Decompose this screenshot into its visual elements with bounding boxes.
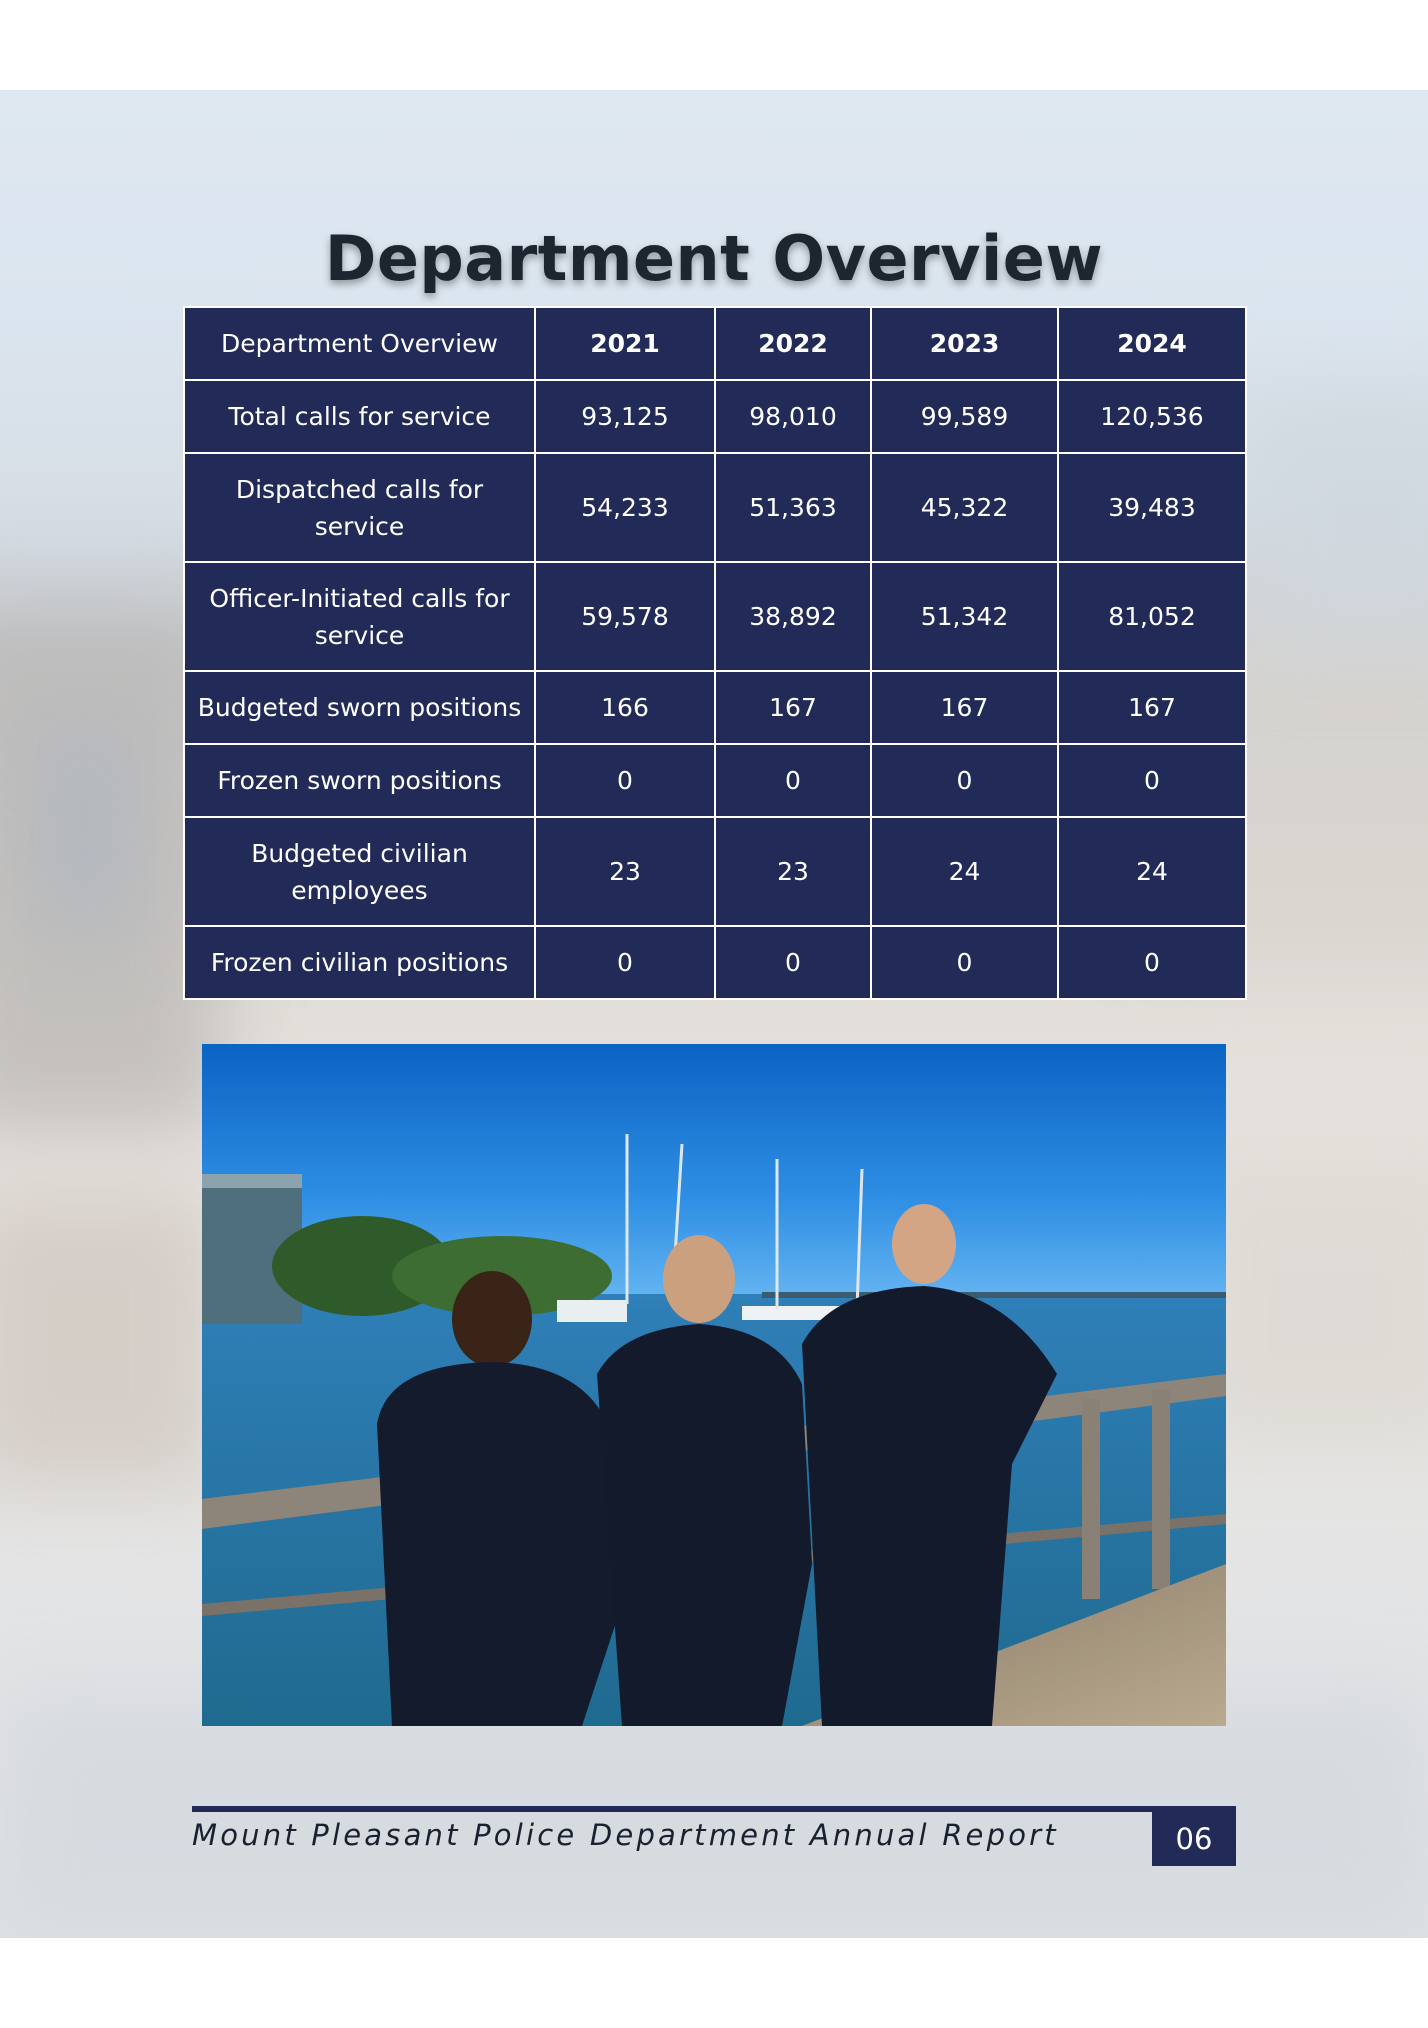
table-cell: 0 bbox=[715, 926, 871, 999]
table-cell: 98,010 bbox=[715, 380, 871, 453]
header-year-2022: 2022 bbox=[715, 307, 871, 380]
officer-head bbox=[663, 1235, 735, 1323]
header-year-2021: 2021 bbox=[535, 307, 715, 380]
table-cell: 0 bbox=[871, 744, 1058, 817]
table-cell: 24 bbox=[871, 817, 1058, 926]
table-cell: 120,536 bbox=[1058, 380, 1246, 453]
table-cell: 167 bbox=[1058, 671, 1246, 744]
table-cell: 0 bbox=[535, 926, 715, 999]
table-cell: 24 bbox=[1058, 817, 1246, 926]
row-label: Frozen sworn positions bbox=[184, 744, 535, 817]
table-row bbox=[184, 453, 1246, 562]
page-title: Department Overview bbox=[324, 222, 1104, 295]
row-label: Officer-Initiated calls for service bbox=[184, 562, 535, 671]
officer-head bbox=[452, 1271, 532, 1367]
table-cell: 99,589 bbox=[871, 380, 1058, 453]
table-row bbox=[184, 671, 1246, 744]
officer-head bbox=[892, 1204, 956, 1284]
table-cell: 23 bbox=[715, 817, 871, 926]
railing-post bbox=[1082, 1399, 1100, 1599]
table-row bbox=[184, 926, 1246, 999]
table-cell: 38,892 bbox=[715, 562, 871, 671]
table-cell: 39,483 bbox=[1058, 453, 1246, 562]
footer-rule bbox=[192, 1806, 1236, 1812]
table-cell: 51,363 bbox=[715, 453, 871, 562]
table-row bbox=[184, 744, 1246, 817]
background-blur-shape bbox=[40, 730, 130, 930]
table-row bbox=[184, 380, 1246, 453]
department-overview-table bbox=[183, 306, 1247, 1000]
table-row bbox=[184, 562, 1246, 671]
page-number: 06 bbox=[1152, 1812, 1236, 1866]
table-cell: 51,342 bbox=[871, 562, 1058, 671]
table-cell: 23 bbox=[535, 817, 715, 926]
row-label: Frozen civilian positions bbox=[184, 926, 535, 999]
table-row bbox=[184, 817, 1246, 926]
table-cell: 167 bbox=[871, 671, 1058, 744]
row-label: Budgeted sworn positions bbox=[184, 671, 535, 744]
officer-body bbox=[597, 1324, 812, 1726]
background-blur-shape bbox=[0, 1190, 220, 1490]
header-category: Department Overview bbox=[184, 307, 535, 380]
table-cell: 0 bbox=[1058, 926, 1246, 999]
officers-photo bbox=[202, 1044, 1226, 1726]
background-blur-shape bbox=[1240, 390, 1428, 650]
header-year-2024: 2024 bbox=[1058, 307, 1246, 380]
row-label: Budgeted civilian employees bbox=[184, 817, 535, 926]
building-roof bbox=[202, 1174, 302, 1188]
table-cell: 93,125 bbox=[535, 380, 715, 453]
table-cell: 0 bbox=[535, 744, 715, 817]
table-cell: 166 bbox=[535, 671, 715, 744]
officer-body bbox=[377, 1362, 622, 1726]
far-shore bbox=[762, 1292, 1226, 1298]
row-label: Total calls for service bbox=[184, 380, 535, 453]
table-cell: 54,233 bbox=[535, 453, 715, 562]
table-cell: 45,322 bbox=[871, 453, 1058, 562]
table-cell: 0 bbox=[1058, 744, 1246, 817]
table-cell: 59,578 bbox=[535, 562, 715, 671]
footer-report-title: Mount Pleasant Police Department Annual Report bbox=[192, 1818, 1059, 1852]
table-cell: 167 bbox=[715, 671, 871, 744]
table-cell: 81,052 bbox=[1058, 562, 1246, 671]
table-cell: 0 bbox=[871, 926, 1058, 999]
boat bbox=[557, 1300, 627, 1322]
header-year-2023: 2023 bbox=[871, 307, 1058, 380]
railing-post bbox=[1152, 1389, 1170, 1589]
table-cell: 0 bbox=[715, 744, 871, 817]
table-header-row bbox=[184, 307, 1246, 380]
row-label: Dispatched calls for service bbox=[184, 453, 535, 562]
